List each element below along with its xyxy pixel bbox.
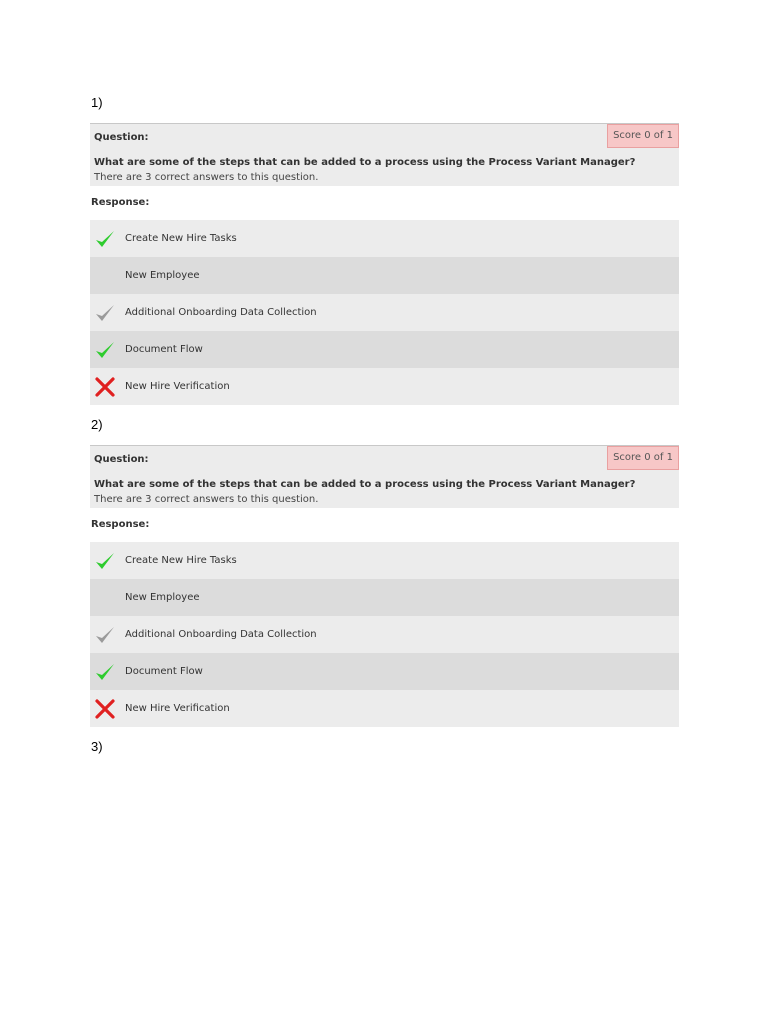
answer-label: New Employee xyxy=(125,592,200,603)
question-number: 2) xyxy=(91,417,103,432)
answer-row xyxy=(90,331,679,368)
answer-label: Create New Hire Tasks xyxy=(125,233,237,244)
question-block xyxy=(90,123,679,405)
answer-row xyxy=(90,616,679,653)
answer-row xyxy=(90,690,679,727)
green-check-icon xyxy=(94,550,116,572)
answer-label: New Employee xyxy=(125,270,200,281)
red-x-icon xyxy=(94,698,116,720)
answer-row xyxy=(90,542,679,579)
question-text: What are some of the steps that can be added to a process using the Process Variant Manager? xyxy=(94,479,636,490)
question-note: There are 3 correct answers to this question. xyxy=(94,494,319,505)
red-x-icon xyxy=(94,376,116,398)
question-number: 3) xyxy=(91,739,103,754)
answer-row xyxy=(90,579,679,616)
question-block xyxy=(90,445,679,727)
score-badge: Score 0 of 1 xyxy=(607,446,679,470)
gray-check-icon xyxy=(94,624,116,646)
green-check-icon xyxy=(94,661,116,683)
answer-row xyxy=(90,257,679,294)
question-note: There are 3 correct answers to this question. xyxy=(94,172,319,183)
question-label: Question: xyxy=(94,454,149,465)
green-check-icon xyxy=(94,228,116,250)
answer-label: Additional Onboarding Data Collection xyxy=(125,307,317,318)
response-label: Response: xyxy=(91,519,150,530)
answer-label: Create New Hire Tasks xyxy=(125,555,237,566)
response-label: Response: xyxy=(91,197,150,208)
answer-list xyxy=(90,220,679,405)
answer-label: New Hire Verification xyxy=(125,703,230,714)
gray-check-icon xyxy=(94,302,116,324)
question-text: What are some of the steps that can be added to a process using the Process Variant Manager? xyxy=(94,157,636,168)
answer-label: New Hire Verification xyxy=(125,381,230,392)
empty-mark xyxy=(94,265,116,287)
answer-label: Document Flow xyxy=(125,666,203,677)
answer-row xyxy=(90,368,679,405)
answer-list xyxy=(90,542,679,727)
answer-row xyxy=(90,220,679,257)
answer-row xyxy=(90,653,679,690)
answer-row xyxy=(90,294,679,331)
green-check-icon xyxy=(94,339,116,361)
question-box xyxy=(90,123,679,186)
question-number: 1) xyxy=(91,95,103,110)
empty-mark xyxy=(94,587,116,609)
answer-label: Additional Onboarding Data Collection xyxy=(125,629,317,640)
answer-label: Document Flow xyxy=(125,344,203,355)
question-label: Question: xyxy=(94,132,149,143)
score-badge: Score 0 of 1 xyxy=(607,124,679,148)
question-box xyxy=(90,445,679,508)
